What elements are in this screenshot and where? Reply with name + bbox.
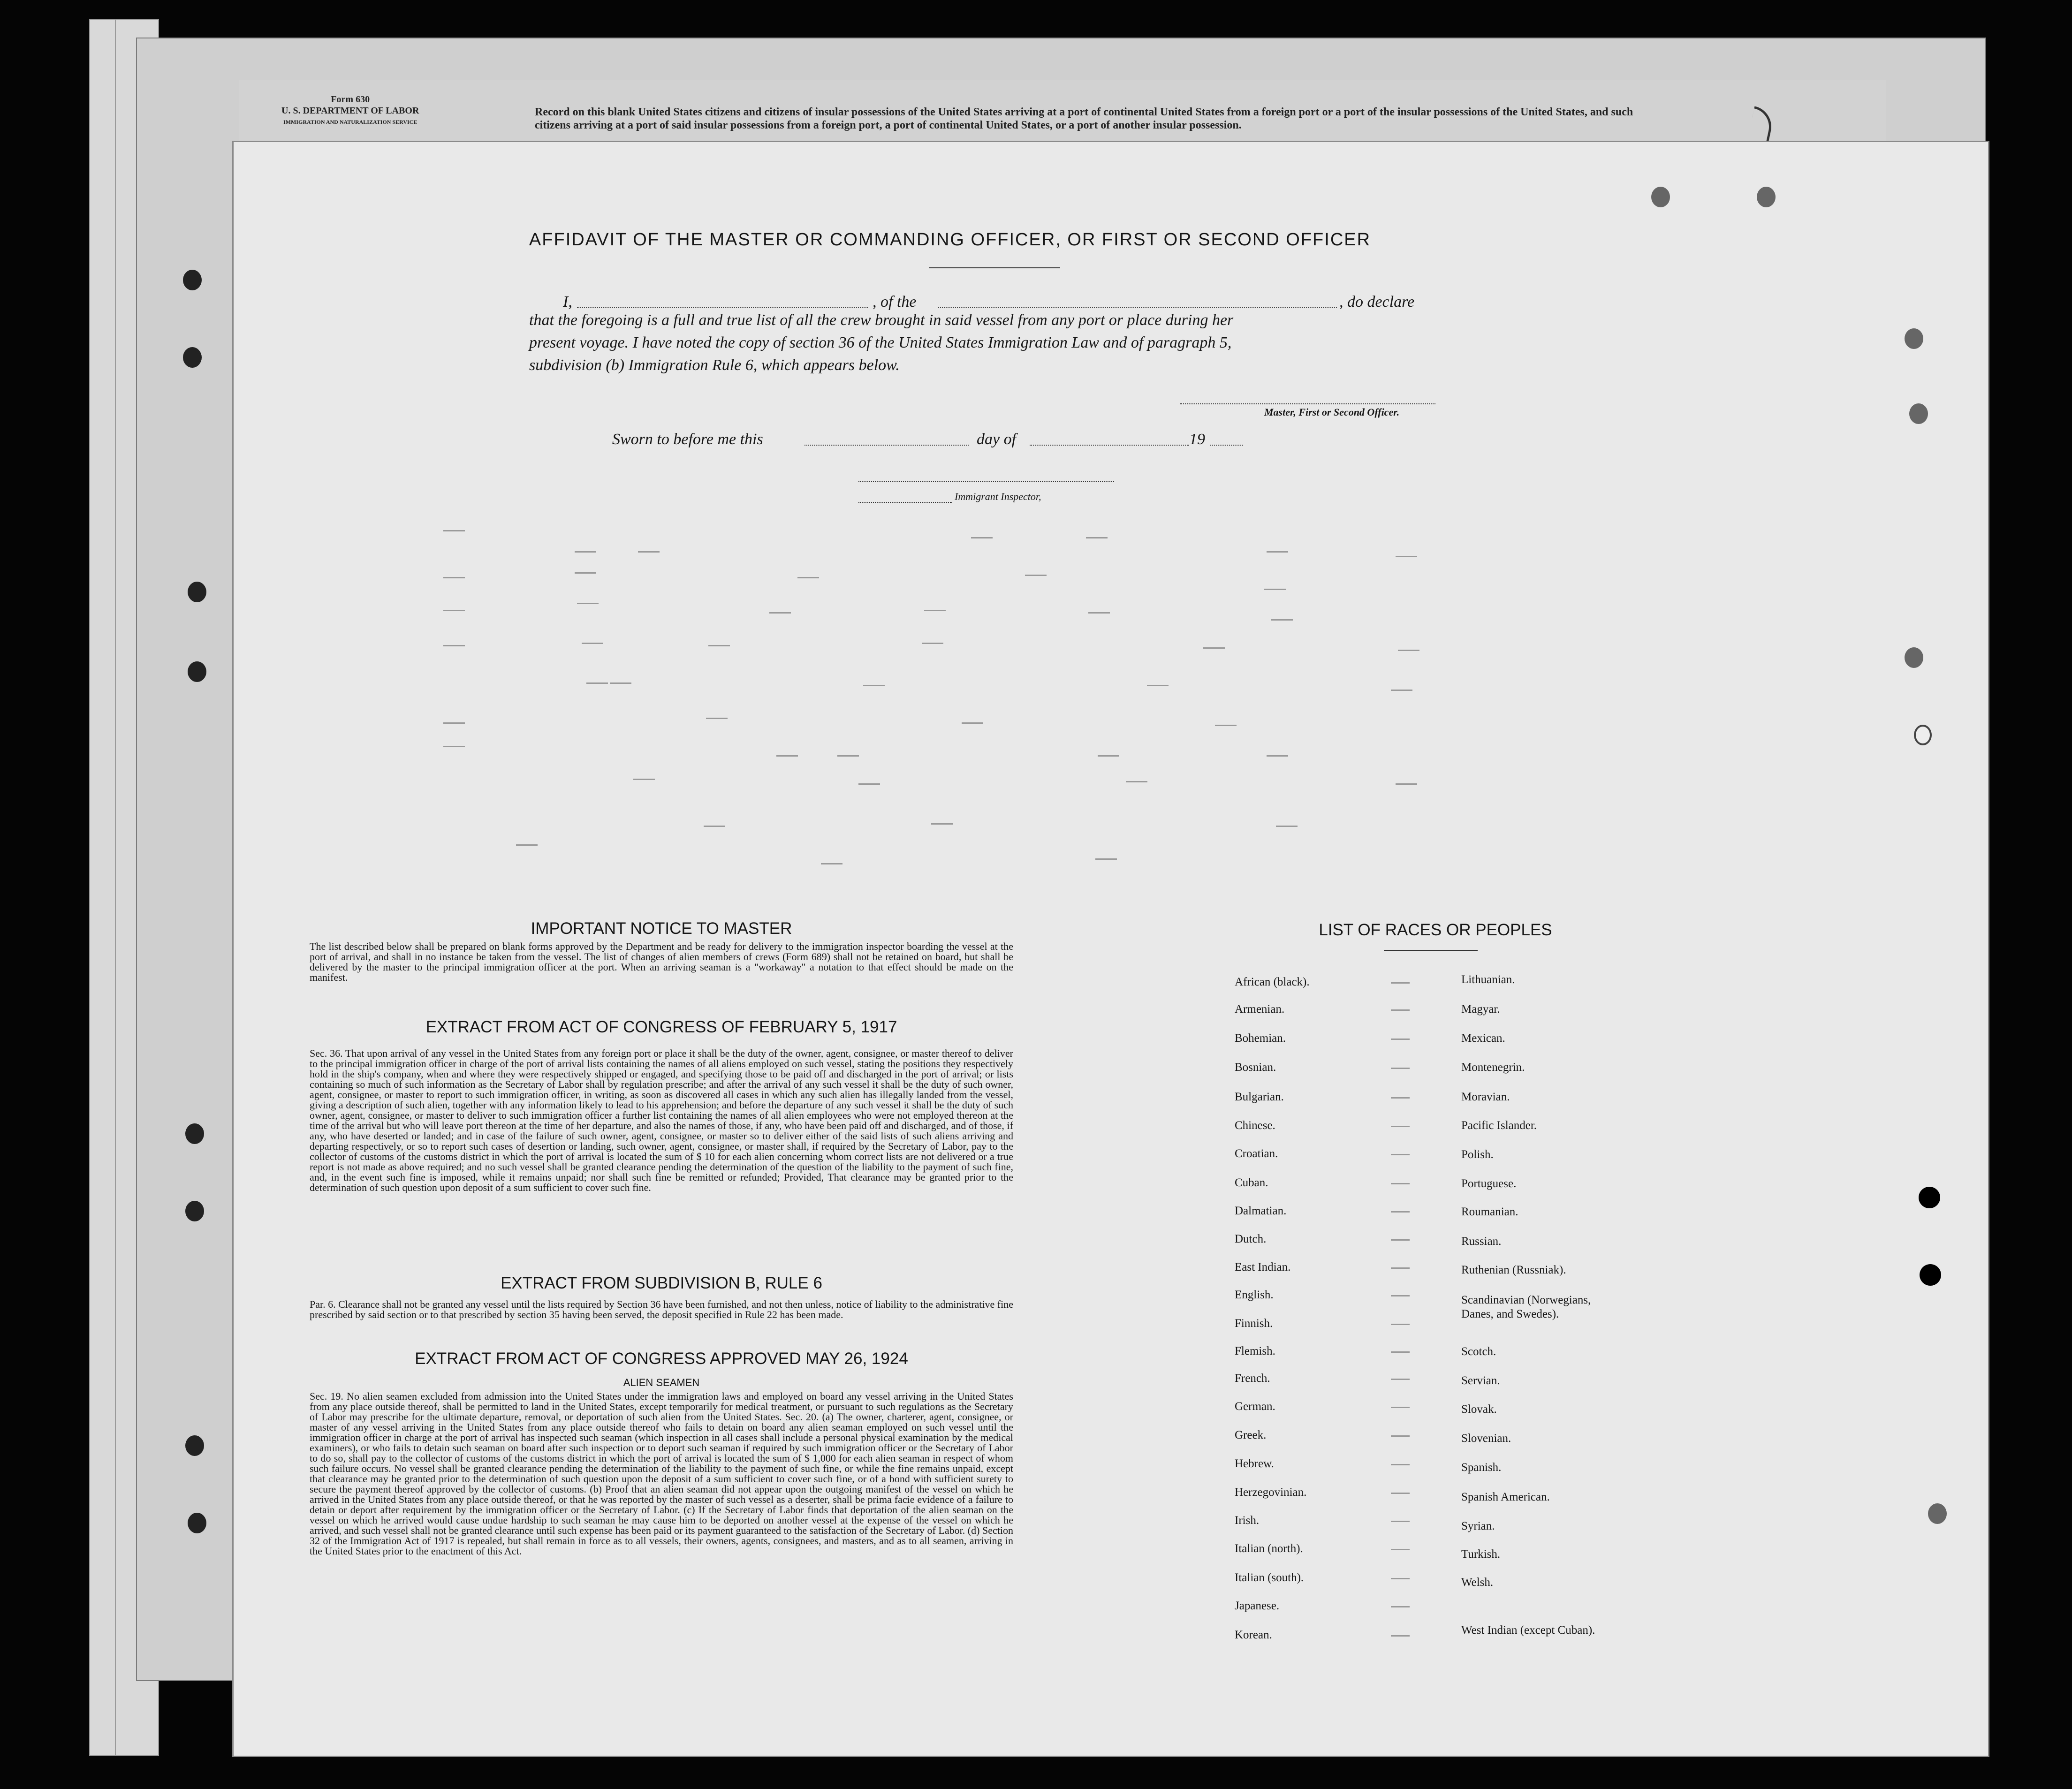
dash-mark — [1391, 1578, 1410, 1579]
race-item: Spanish American. — [1461, 1491, 1550, 1503]
punch-hole — [185, 1123, 204, 1144]
dash-mark — [1391, 1351, 1410, 1353]
race-item: Dutch. — [1235, 1233, 1267, 1245]
race-item: Japanese. — [1235, 1599, 1280, 1612]
affidavit-declare: , do declare — [1339, 293, 1415, 311]
affidavit-of-the: , of the — [873, 293, 917, 311]
punch-hole — [1920, 1264, 1941, 1286]
punch-hole — [185, 1435, 204, 1456]
punch-hole — [1757, 187, 1776, 207]
race-item: Bulgarian. — [1235, 1091, 1284, 1103]
punch-hole — [185, 1201, 204, 1221]
dash-mark — [1391, 1039, 1410, 1040]
punch-hole — [1905, 647, 1923, 668]
sworn-label: Sworn to before me this — [612, 431, 763, 448]
punch-hole — [188, 582, 206, 602]
race-item: Hebrew. — [1235, 1457, 1274, 1470]
punch-hole — [183, 270, 202, 290]
title-underline — [929, 267, 1060, 268]
dash-mark — [1391, 1324, 1410, 1325]
race-item: Servian. — [1461, 1374, 1500, 1387]
race-item: Mexican. — [1461, 1032, 1505, 1045]
race-item: Lithuanian. — [1461, 973, 1515, 986]
notice-title: IMPORTANT NOTICE TO MASTER — [531, 919, 792, 938]
race-item: Portuguese. — [1461, 1177, 1517, 1190]
service-name: IMMIGRATION AND NATURALIZATION SERVICE — [283, 119, 417, 125]
rule-6-text: Par. 6. Clearance shall not be granted any vessel until the lists required by Section 36 have been furnished, and not then unless, notice of liability to the administrative fine prescribed by said section or to that prescribed by section 35 having been served, the deposit specified in Rule 22 has been made. — [310, 1298, 1013, 1320]
affidavit-i: I, — [563, 293, 572, 311]
race-item: Slovak. — [1461, 1403, 1497, 1416]
year-blank[interactable] — [1210, 445, 1243, 446]
year-prefix: 19 — [1189, 431, 1205, 448]
race-item: West Indian (except Cuban). — [1461, 1624, 1595, 1637]
dash-mark — [1391, 1493, 1410, 1494]
race-item: Welsh. — [1461, 1576, 1494, 1589]
dash-mark — [1391, 1407, 1410, 1408]
dash-mark — [1391, 1267, 1410, 1269]
extract-1917-title: EXTRACT FROM ACT OF CONGRESS OF FEBRUARY 5, 1917 — [425, 1018, 897, 1036]
race-item: German. — [1235, 1400, 1275, 1413]
dash-mark — [1391, 1068, 1410, 1069]
dash-mark — [1391, 1295, 1410, 1296]
race-item: English. — [1235, 1289, 1274, 1301]
race-item: Flemish. — [1235, 1345, 1275, 1357]
rule-6-title: EXTRACT FROM SUBDIVISION B, RULE 6 — [501, 1274, 822, 1292]
races-title-underline — [1384, 950, 1478, 951]
inspector-signature-line[interactable] — [858, 481, 1114, 482]
race-item: Slovenian. — [1461, 1432, 1511, 1445]
race-item: Finnish. — [1235, 1317, 1273, 1330]
punch-hole — [1914, 725, 1932, 745]
race-item: Ruthenian (Russniak). — [1461, 1264, 1566, 1276]
department-name: U. S. DEPARTMENT OF LABOR — [281, 106, 419, 116]
race-item: Herzegovinian. — [1235, 1486, 1307, 1499]
races-title: LIST OF RACES OR PEOPLES — [1319, 921, 1552, 939]
form-header — [281, 94, 419, 128]
record-note: Record on this blank United States citizens and citizens of insular possessions of the United States arriving at a port of continental United States from a foreign port or a port of the insular possessions of the United States, and such citizens arriving at a port of said insular possessions from a foreign port, a port of continental United States, or a port of another insular possession. — [535, 106, 1633, 131]
dash-mark — [1391, 1521, 1410, 1522]
affidavit-line-2: that the foregoing is a full and true list of all the crew brought in said vessel from any port or place during her — [529, 311, 1234, 329]
affidavit-title: AFFIDAVIT OF THE MASTER OR COMMANDING OFFICER, OR FIRST OR SECOND OFFICER — [529, 230, 1371, 250]
race-item: Chinese. — [1235, 1119, 1275, 1132]
extract-1924-title: EXTRACT FROM ACT OF CONGRESS APPROVED MAY 26, 1924 — [415, 1349, 908, 1368]
signatory-label: Master, First or Second Officer. — [1264, 406, 1400, 418]
punch-hole — [188, 1513, 206, 1533]
race-item: Irish. — [1235, 1514, 1260, 1527]
punch-hole — [1909, 403, 1928, 424]
race-item: Armenian. — [1235, 1003, 1285, 1016]
inspector-label: Immigrant Inspector, — [955, 491, 1041, 502]
punch-hole — [1928, 1503, 1947, 1524]
dash-mark — [1391, 1635, 1410, 1637]
race-item: Pacific Islander. — [1461, 1119, 1537, 1132]
race-item: East Indian. — [1235, 1261, 1291, 1274]
dash-mark — [1391, 1154, 1410, 1155]
extract-1924-text: Sec. 19. No alien seamen excluded from admission into the United States under the immigration laws and employed on board any vessel arriving in the United States from any place outside thereof, shall be permitted to land in the United States, except temporarily for medical treatment, or pursuant to such regulations as the Secretary of Labor may prescribe for the ultimate departure, removal, or deportation of such alien from the United States. Sec. 20. (a) The owner, charterer, agent, consignee, or master of any vessel arriving in the United States from any place outside thereof who fails to detain on board any alien seaman employed on such vessel until the immigration officer in charge at the port of arrival has inspected such seaman (which inspection in all cases shall include a personal physical examination by the medical examiners), or who fails to detain such seaman on board after such inspection or to deport such seaman if required by such immigration officer or the Secretary of Labor to do so, shall pay to the collector of customs of the customs district in which the port of arrival is located the sum of $ 1,000 for each alien seaman in respect of whom such failure occurs. No vessel shall be granted clearance pending the determination of the liability to the payment of such fine, or while the fine remains unpaid, except that clearance may be granted prior to the determination of such question upon the deposit of a sum sufficient to cover such fine, or of a bond with sufficient surety to secure the payment thereof approved by the collector of customs. (b) Proof that an alien seaman did not appear upon the outgoing manifest of the vessel on which he arrived in the United States from any place outside thereof, or that he was reported by the master of such vessel as a deserter, shall be prima facie evidence of a failure to detain or deport after requirement by the immigration officer or the Secretary of Labor. (c) If the Secretary of Labor finds that deportation of the alien seaman on the vessel on which he arrived would cause undue hardship to such seaman he may cause him to be deported on another vessel at the expense of the vessel on which he arrived, and such vessel shall not be granted clearance until such expense has been paid or its payment guaranteed to the satisfaction of the Secretary of Labor. (d) Section 32 of the Immigration Act of 1917 is repealed, but shall remain in force as to all vessels, their owners, agents, consignees, and masters, and as to all seamen, arriving in the United States prior to the enactment of this Act. — [310, 1390, 1013, 1557]
inspector-signature-line[interactable] — [858, 502, 952, 503]
dash-mark — [1391, 982, 1410, 984]
extract-1917-text: Sec. 36. That upon arrival of any vessel in the United States from any foreign port or place it shall be the duty of the owner, agent, consignee, or master thereof to deliver to the principal immigration officer in charge of the port of arrival lists containing the names of all aliens employed on such vessel, stating the positions they respectively hold in the ship's company, when and where they were respectively shipped or engaged, and specifying those to be paid off and discharged in the port of arrival; or lists containing so much of such information as the Secretary of Labor shall by regulation prescribe; and after the arrival of any such vessel it shall be the duty of such owner, agent, consignee, or master to report to such immigration officer, in writing, as soon as discovered all cases in which any such alien has illegally landed from the vessel, giving a description of such alien, together with any information likely to lead to his apprehension; and before the departure of any such vessel it shall be the duty of such owner, agent, consignee, or master to deliver to such immigration officer a further list containing the names of all alien employees who were not employed thereon at the time of the arrival but who will leave port thereon at the time of her departure, and also the names of those, if any, who have been paid off and discharged, and of those, if any, who have deserted or landed; and in case of the failure of such owner, agent, consignee, or master so to deliver either of the said lists of such aliens arriving and departing respectively, or so to report such cases of desertion or landing, such owner, agent, consignee, or master shall, if required by the Secretary of Labor, pay to the collector of customs of the customs district in which the port of arrival is located the sum of $ 10 for each alien concerning whom correct lists are not delivered or a true report is not made as above required; and no such vessel shall be granted clearance pending the determination of the question of the liability to the payment of such fine, and, in the event such fine is imposed, while it remains unpaid; nor shall such fine be remitted or refunded; Provided, That clearance may be granted prior to the determination of such question upon deposit of a sum sufficient to cover such fine. — [310, 1047, 1013, 1193]
dash-mark — [1391, 1379, 1410, 1380]
dash-mark — [1391, 1464, 1410, 1465]
race-item: Montenegrin. — [1461, 1061, 1525, 1074]
race-item: Italian (south). — [1235, 1571, 1304, 1584]
race-item: Russian. — [1461, 1235, 1502, 1248]
extract-1924-subtitle: ALIEN SEAMEN — [623, 1377, 700, 1388]
dash-mark — [1391, 1239, 1410, 1241]
affidavit-line-3: present voyage. I have noted the copy of section 36 of the United States Immigration Law and of paragraph 5, — [529, 334, 1232, 351]
race-item: Cuban. — [1235, 1176, 1268, 1189]
race-item: Moravian. — [1461, 1091, 1510, 1103]
notice-text: The list described below shall be prepared on blank forms approved by the Department and be ready for delivery to the immigration inspector boarding the vessel at the port of arrival, and shall in no instance be taken from the vessel. The list of changes of alien members of crews (Form 689) shall not be retained on board, but shall be delivered by the master to the principal immigration officer at the port. When an arriving seaman is a "workaway" a notation to that effect should be made on the manifest. — [310, 940, 1013, 983]
day-of-label: day of — [977, 431, 1017, 448]
dash-mark — [1391, 1126, 1410, 1127]
race-item: Korean. — [1235, 1629, 1272, 1641]
punch-hole — [1919, 1187, 1940, 1208]
form-number: Form 630 — [331, 94, 370, 105]
punch-hole — [1905, 328, 1923, 349]
race-item: French. — [1235, 1372, 1270, 1385]
dash-mark — [1391, 1606, 1410, 1607]
signature-line[interactable] — [1180, 403, 1435, 404]
race-item: Greek. — [1235, 1429, 1267, 1441]
punch-hole — [1651, 187, 1670, 207]
affidavit-line-4: subdivision (b) Immigration Rule 6, which appears below. — [529, 356, 900, 374]
race-item: Bohemian. — [1235, 1032, 1286, 1045]
race-item: Bosnian. — [1235, 1061, 1276, 1074]
race-item: Roumanian. — [1461, 1205, 1518, 1218]
race-item: Dalmatian. — [1235, 1205, 1287, 1217]
race-item: Turkish. — [1461, 1548, 1501, 1561]
race-item: Croatian. — [1235, 1147, 1278, 1160]
race-item: Scotch. — [1461, 1345, 1496, 1358]
dash-mark — [1391, 1183, 1410, 1184]
dash-mark — [1391, 1549, 1410, 1550]
month-blank[interactable] — [1030, 445, 1189, 446]
vessel-blank[interactable] — [938, 307, 1337, 308]
dash-mark — [1391, 1435, 1410, 1437]
punch-hole — [188, 661, 206, 682]
dash-mark — [1391, 1009, 1410, 1011]
race-item: African (black). — [1235, 976, 1310, 988]
race-item: Polish. — [1461, 1148, 1494, 1161]
race-item: Italian (north). — [1235, 1542, 1303, 1555]
punch-hole — [183, 347, 202, 368]
race-item: Syrian. — [1461, 1520, 1495, 1532]
name-blank[interactable] — [577, 307, 868, 308]
race-item: Scandinavian (Norwegians, Danes, and Swedes). — [1461, 1294, 1591, 1320]
dash-mark — [1391, 1211, 1410, 1213]
sworn-date-blank[interactable] — [805, 445, 969, 446]
race-item: Magyar. — [1461, 1003, 1500, 1016]
dash-mark — [1391, 1097, 1410, 1099]
race-item: Spanish. — [1461, 1461, 1502, 1474]
